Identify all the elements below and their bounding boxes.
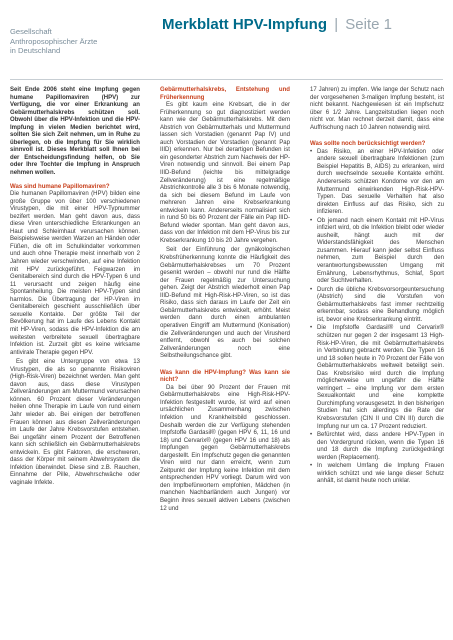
column-left bbox=[10, 87, 140, 489]
list-item: • In welchem Umfang die Impfung Frauen wirklich schützt und wie lange dieser Schutz anhält, ist damit heute noch unklar. bbox=[310, 463, 444, 486]
spacer bbox=[160, 363, 290, 370]
org-line: Gesellschaft bbox=[10, 27, 52, 36]
section-heading-papillomaviren: Was sind humane Papillomaviren? bbox=[10, 183, 110, 190]
column-middle bbox=[160, 87, 290, 515]
document-title bbox=[162, 16, 452, 33]
body-paragraph: Es gibt kaum eine Krebsart, die in der Früherkennung so gut diagnostiziert werden kann wie der Gebärmutterhalskrebs. Mit dem Abstrich von Gebärmutterhals und Muttermund lassen sich Vorstadien (genannt Pap IV) und auch Vorstadien der Vorstadien (genannt Pap IIID) erkennen. Nur bei derartigen Befunden ist ein gesonderter Abstrich zum Nachweis der HP-Viren notwendig und sinnvoll. Bei einem Pap IIID-Befund (leichte bis mittelgradige Zellveränderung) ist eine regelmäßige Abstrichkontrolle alle 3 bis 6 Monate notwendig, da sich bei diesem Befund im Laufe von mehreren Jahren eine Krebserkrankung entwickeln kann. Andererseits normalisiert sich in rund 50 bis 60 Prozent der Fälle ein Pap IIID-Befund wieder spontan. Man geht davon aus, dass von der Infektion mit dem HP-Virus bis zur Krebserkrankung 10 bis 20 Jahre vergehen. bbox=[160, 102, 290, 244]
column-right bbox=[310, 87, 444, 487]
spacer bbox=[310, 134, 444, 141]
section-heading-krebs: Gebärmutterhalskrebs, Entstehung und Früherkennung bbox=[160, 87, 290, 101]
bullet-list bbox=[310, 149, 444, 486]
org-line: Anthroposophischer Ärzte bbox=[10, 36, 98, 46]
intro-paragraph: Seit Ende 2006 steht eine Impfung gegen humane Papillomaviren (HPV) zur Verfügung, die vor einer Erkrankung an Gebärmutterhalskrebs schützen soll. Obwohl über die HPV-Infektion und die HPV-Impfung in vielen Medien berichtet wird, sollten Sie sich Zeit nehmen, um in Ruhe zu überlegen, ob die Impfung für Sie wirklich sinnvoll ist. Dieses Merkblatt soll Ihnen bei der Entscheidungsfindung helfen, ob Sie oder Ihre Tochter die Impfung in Anspruch nehmen wollen. bbox=[10, 87, 140, 177]
org-line: in Deutschland bbox=[10, 46, 61, 56]
section-heading-impfung: Was kann die HPV-Impfung? Was kann sie nicht? bbox=[160, 369, 290, 384]
list-item: • Ob jemand nach einem Kontakt mit HP-Virus infiziert wird, ob die Infektion bleibt oder wieder ausheilt, hängt auch mit der Widerstandsfähigkeit des Menschen zusammen. Hierauf kann jeder selbst Einfluss nehmen, zum Beispiel durch den verantwortungsbewussten Umgang mit Ernährung, Lebensrhythmus, Schlaf, Sport oder Suchtverhalten. bbox=[310, 218, 444, 286]
body-paragraph: Es gibt eine Untergruppe von etwa 13 Virustypen, die als so genannte Risikoviren (High-Risk-Viren) bezeichnet werden. Man geht davon aus, dass diese Virustypen Zellveränderungen am Muttermund verursachen können. 60 Prozent dieser Veränderungen heilen ohne Therapie im Laufe von rund einem Jahr wieder ab. Bei einigen der betroffenen Frauen können aus diesen Zellveränderungen im Laufe der Jahre Krebsvorstufen entstehen. Bei ungefähr einem Prozent der Betroffenen kann sich schließlich ein Gebärmutterhalskrebs entwickeln. Es gibt Faktoren, die erschweren, dass der Körper mit seinem Abwehrsystem die Infektion überwindet. Diese sind z.B. Rauchen, Einnahme der Pille, Abwehrschwäche oder vaginale Infekte. bbox=[10, 359, 140, 486]
list-item: • Durch die übliche Krebsvorsorgeuntersuchung (Abstrich) sind die Vorstufen von Gebärmutterhalskrebs fast immer rechtzeitig erkennbar, sodass eine Behandlung möglich ist, bevor eine Krebserkrankung eintritt. bbox=[310, 287, 444, 325]
title-separator: | bbox=[334, 16, 339, 33]
page-header bbox=[0, 0, 453, 90]
body-paragraph: 17 Jahren) zu impfen. Wie lange der Schutz nach der vorgesehenen 3-maligen Impfung besteht, ist nicht bekannt. Nachgewiesen ist ein Impfschutz über 6 1/2 Jahre. Langzeitstudien liegen noch nicht vor. Man rechnet derzeit damit, dass eine Auffrischung nach 10 Jahren notwendig wird. bbox=[310, 87, 444, 131]
body-paragraph: Die humanen Papillomaviren (HPV) bilden eine große Gruppe von über 100 verschiedenen Virustypen, die mit einer HPV-Typnummer bezifert werden. Man geht davon aus, dass diese Viren unterschiedliche Erkrankungen an Haut und Schleimhaut verursachen können. Beispielsweise werden Warzen an Händen oder Füßen, die oft im Schulkindalter vorkommen und auch ohne Therapie meist innerhalb von 2 Jahren wieder verschwinden, auf eine Infektion mit HPV zurückgeführt. Feigwarzen im Genitalbereich sind durch die HPV-Typen 6 und 11 verursacht und zeigen häufig eine Spontanheilung. Die meisten HPV-Typen sind harmlos. Die Übertragung der HP-Viren im Genitalbereich geschieht ausschließlich über sexuelle Kontakte. Der größte Teil der Bevölkerung hat im Laufe des Lebens Kontakt mit HP-Viren, sodass die HPV-Infektion die am weitesten verbreitete sexuell übertragbare Infektion ist. Zurzeit gibt es keine wirksame antivirale Therapie gegen HPV. bbox=[10, 191, 140, 356]
section-heading-beruecksichtigen: Was sollte noch berücksichtigt werden? bbox=[310, 141, 426, 148]
page-label: Seite 1 bbox=[345, 16, 392, 33]
list-item: • Befürchtet wird, dass andere HPV-Typen in den Vordergrund rücken, wenn die Typen 16 und 18 durch die Impfung zurückgedrängt werden (Replacement). bbox=[310, 432, 444, 462]
list-item: • Die Impfstoffe Gardasil® und Cervarix® schützen nur gegen 2 der insgesamt 13 High-Risk-HP-Viren, die mit Gebärmutterhalskrebs in Verbindung gebracht werden. Die Typen 16 und 18 sollen heute in 70 Prozent der Fälle von Gebärmutterhalskrebs weltweit beteiligt sein. Das Krebsrisiko wird durch die Impfung möglicherweise um ungefähr die Hälfte verringert – eine Impfung vor dem ersten Sexualkontakt und eine komplette Durchimpfung vorausgesetzt. In den bisherigen Studien hat sich allerdings die Rate der Krebsvorstufen (CIN II und CIN III) durch die Impfung nur um ca. 17 Prozent reduziert. bbox=[310, 325, 444, 431]
body-paragraph: Seit der Einführung der gynäkologischen Krebsfrüherkennung konnte die Häufigkeit des Gebärmutterhalskrebses um 70 Prozent gesenkt werden – obwohl nur rund die Hälfte der Frauen regelmäßig zur Untersuchung gehen. Zeigt der Abstrich wiederholt einen Pap IIID-Befund mit High-Risk-HP-Viren, so ist das Risiko, dass sich daraus im Laufe der Zeit ein Gebärmutterhalskrebs entwickelt, erhöht. Meist werden dann durch einen ambulanten operativen Eingriff am Muttermund (Konisation) die Zellveränderungen und auch der Virusherd entfernt, obwohl es auch bei solchen Zellveränderungen noch eine Selbstheilungschance gibt. bbox=[160, 247, 290, 360]
body-paragraph: Da bei über 90 Prozent der Frauen mit Gebärmutterhalskrebs eine High-Risk-HPV-Infektion festgestellt wurde, ist wird auf einen ursächlichen Zusammenhang zwischen Infektion und Krankheitsbild geschlossen. Deshalb werden die zur Verfügung stehenden Impfstoffe Gardasil® (gegen HPV 6, 11, 16 und 18) und Cervarix® (gegen HPV 16 und 18) als Impfungen gegen Gebärmutterhalskrebs dargestellt. Ein Impfschutz gegen die genannten Viren wird nur dann erreicht, wenn zum Zeitpunkt der Impfung keine Infektion mit dem entsprechenden HPV vorliegt. Darum wird von den Impfbefürwortern empfohlen, Mädchen (in manchen Nachbarländern auch Jungen) vor Beginn ihres sexuell aktiven Lebens (zwischen 12 und bbox=[160, 384, 290, 512]
list-item: • Das Risiko, an einer HPV-Infektion oder andere sexuell übertragbare Infektionen (zum Beispiel Hepatitis B, AIDS) zu erkranken, wird durch wechselnde sexuelle Kontakte erhöht. Andererseits schützen Kondome vor den am Muttermund einwirkenden High-Risk-HPV-Typen. Das sexuelle Verhalten hat also direkten Einfluss auf das Risiko, sich zu infizieren. bbox=[310, 149, 444, 217]
organization-name bbox=[10, 27, 110, 56]
header-divider bbox=[10, 79, 443, 80]
title-text: Merkblatt HPV-Impfung bbox=[162, 16, 328, 33]
